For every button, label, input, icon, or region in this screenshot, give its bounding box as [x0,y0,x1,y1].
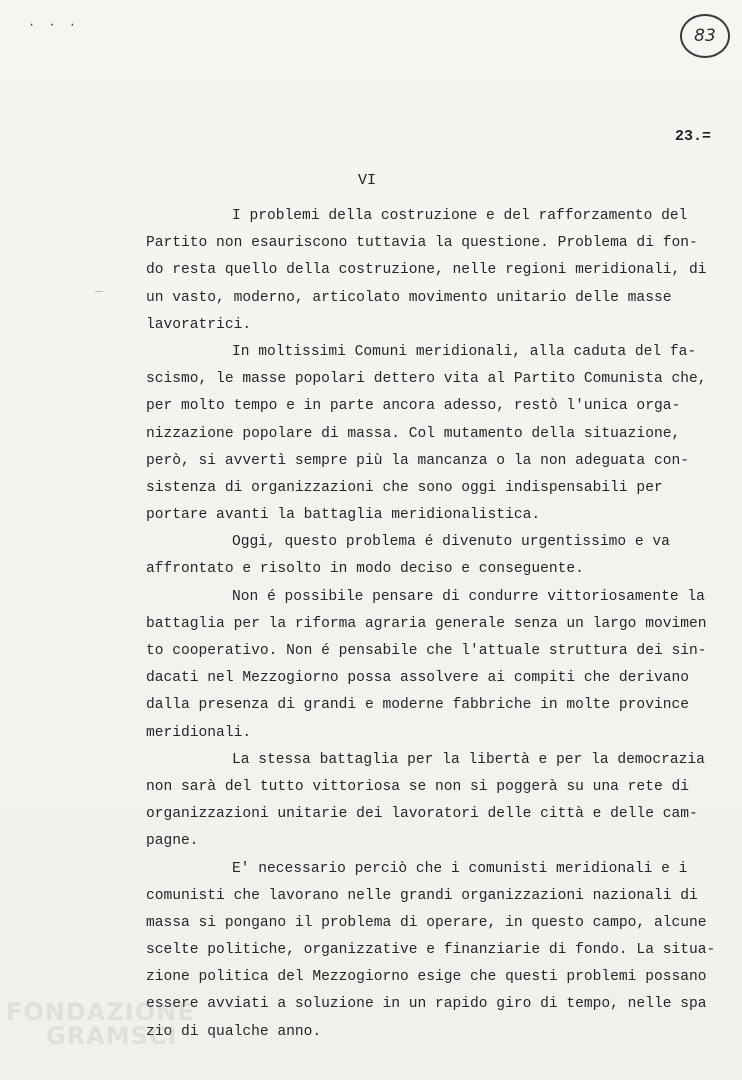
text-line: portare avanti la battaglia meridionalistica. [146,507,541,524]
text-line: battaglia per la riforma agraria generale senza un largo movimen [146,615,707,632]
watermark-line-1: FONDAZIONE [6,998,195,1026]
text-line: In moltissimi Comuni meridionali, alla caduta del fa- [232,343,697,360]
text-line: Oggi, questo problema é divenuto urgentissimo e va [232,534,670,551]
text-line: I problemi della costruzione e del rafforzamento del [232,208,688,224]
body-text [146,203,726,1046]
text-line: lavoratrici. [146,316,252,333]
text-line: nizzazione popolare di massa. Col mutamento della situazione, [146,425,681,442]
page-number: 23.= [675,128,712,145]
text-line: do resta quello della costruzione, nelle regioni meridionali, di [146,262,707,279]
archive-number-stamp [680,14,730,58]
margin-mark [95,291,103,292]
text-line: massa si pongano il problema di operare, in questo campo, alcune [146,914,707,931]
text-line: organizzazioni unitarie dei lavoratori delle città e delle cam- [146,806,698,823]
text-line: E' necessario perciò che i comunisti meridionali e i [232,860,688,877]
text-line: sistenza di organizzazioni che sono oggi indispensabili per [146,479,663,496]
text-line: per molto tempo e in parte ancora adesso, restò l'unica orga- [146,398,681,415]
text-line: comunisti che lavorano nelle grandi organizzazioni nazionali di [146,887,698,904]
watermark [6,1000,195,1048]
text-line: però, si avvertì sempre più la mancanza o la non adeguata con- [146,452,689,469]
text-line: essere avviati a soluzione in un rapido giro di tempo, nelle spa [146,996,707,1013]
text-line: Non é possibile pensare di condurre vittoriosamente la [232,588,705,605]
text-line: meridionali. [146,724,252,741]
text-line: dacati nel Mezzogiorno possa assolvere ai compiti che derivano [146,670,689,687]
text-line: scelte politiche, organizzative e finanziarie di fondo. La situa- [146,942,716,959]
text-line: dalla presenza di grandi e moderne fabbriche in molte province [146,697,689,714]
text-line: non sarà del tutto vittoriosa se non si poggerà su una rete di [146,778,689,795]
archive-number: 83 [694,26,716,46]
text-line: un vasto, moderno, articolato movimento unitario delle masse [146,289,672,306]
text-line: zio di qualche anno. [146,1023,322,1040]
text-line: scismo, le masse popolari dettero vita al Partito Comunista che, [146,371,707,388]
chapter-heading: VI [358,172,377,189]
text-line: to cooperativo. Non é pensabile che l'attuale struttura dei sin- [146,643,707,659]
text-line: zione politica del Mezzogiorno esige che questi problemi possano [146,969,707,986]
text-line: affrontato e risolto in modo deciso e conseguente. [146,561,584,578]
text-line: pagne. [146,833,199,850]
corner-marks: · · · [28,18,80,32]
text-line: Partito non esauriscono tuttavia la questione. Problema di fon- [146,235,698,252]
text-line: La stessa battaglia per la libertà e per la democrazia [232,751,705,768]
watermark-line-2: GRAMSCI [46,1022,178,1050]
